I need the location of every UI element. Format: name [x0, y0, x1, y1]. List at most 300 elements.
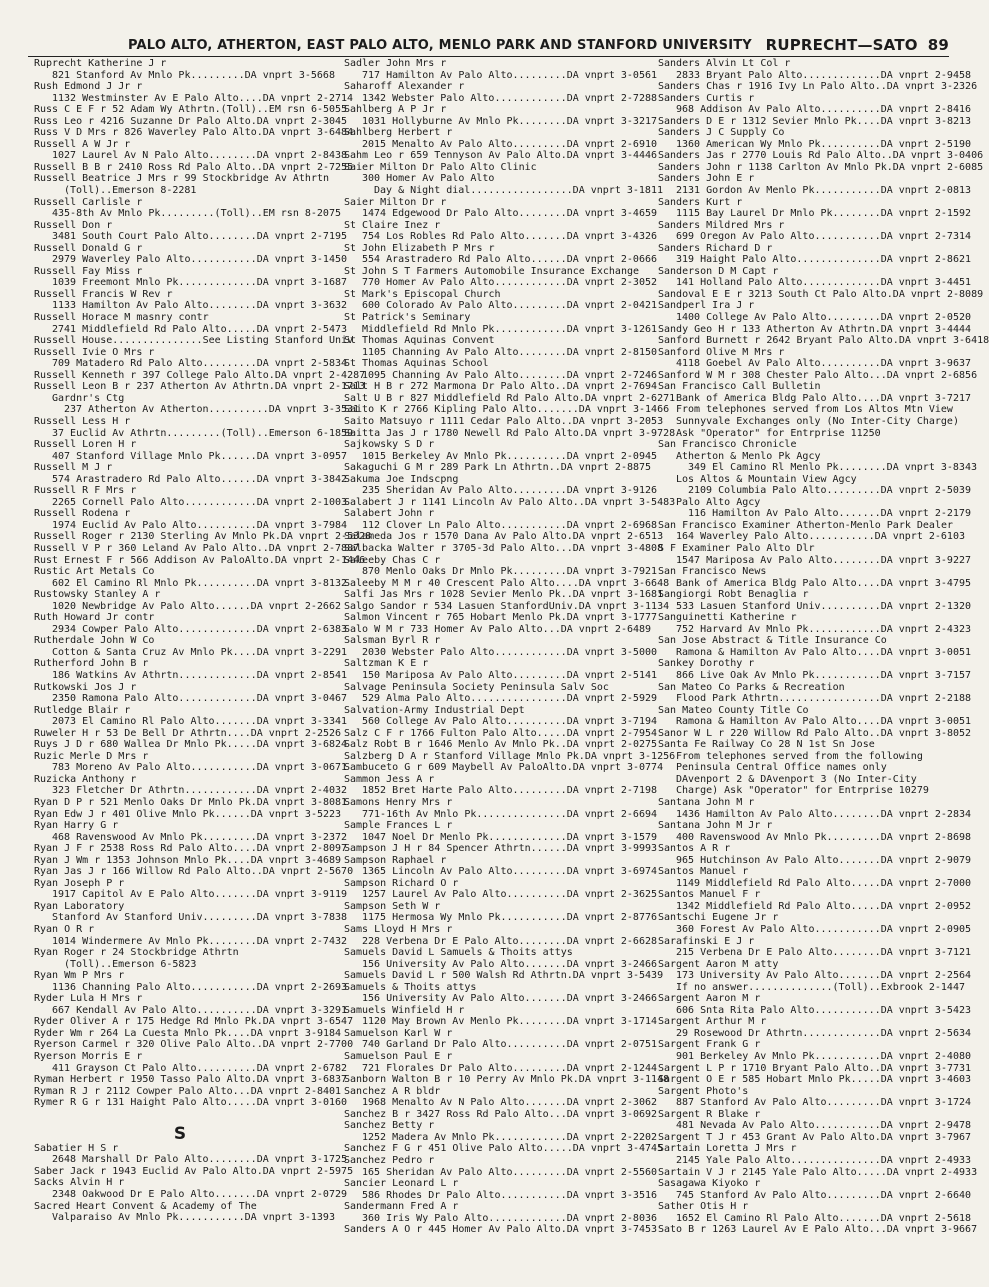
- listing-detail: 215 Verbena Dr E Palo Alto........DA vnprt 3-7121: [676, 947, 972, 959]
- listing-detail: 1132 Westminster Av E Palo Alto....DA vnprt 2-2714: [52, 92, 354, 104]
- listing-entry: Ryder Lula H Mrs r: [34, 993, 143, 1005]
- listing-detail: 1115 Bay Laurel Dr Mnlo Pk........DA vnprt 2-1592: [676, 208, 972, 220]
- listing-detail: Sunnyvale Exchanges only (No Inter-City Charge): [676, 415, 959, 427]
- page-number: 89: [927, 36, 949, 54]
- listing-entry: Salzberg D A r Stanford Village Mnlo Pk.DA vnprt 3-1256: [344, 750, 676, 762]
- column-2: [344, 58, 676, 1236]
- listing-entry: Sample Frances L r: [344, 820, 453, 832]
- listing-detail: 717 Hamilton Av Palo Alto.........DA vnprt 3-0561: [362, 69, 658, 81]
- listing-entry: Russell Horace M masnry contr: [34, 312, 209, 324]
- listing-entry: Russell Roger r 2130 Sterling Av Mnlo Pk.DA vnprt 2-5328: [34, 531, 372, 543]
- listing-entry: Sampson Seth W r: [344, 900, 441, 912]
- listing-detail: 1133 Hamilton Av Palo Alto........DA vnprt 3-3632: [52, 300, 348, 312]
- listing-detail: Peninsula Central Office names only: [676, 762, 887, 774]
- listing-entry: Russell Carlisle r: [34, 196, 143, 208]
- listing-entry: Santa Fe Railway Co 28 N 1st Sn Jose: [658, 739, 875, 751]
- listing-detail: Ramona & Hamilton Av Palo Alto....DA vnprt 3-0051: [676, 646, 972, 658]
- listing-entry: Ryan Harry G r: [34, 820, 119, 832]
- listing-entry: Sanor W L r 220 Willow Rd Palo Alto..DA vnprt 3-8052: [658, 727, 972, 739]
- listing-entry: San Mateo Co Parks & Recreation: [658, 681, 845, 693]
- listing-detail: 112 Clover Ln Palo Alto...........DA vnprt 2-6968: [362, 519, 658, 531]
- listing-entry: St Mark's Episcopal Church: [344, 288, 501, 300]
- listing-entry: Ryder Wm r 264 La Cuesta Mnlo Pk....DA vnprt 3-9184: [34, 1027, 342, 1039]
- listing-entry: Ruth Howard Jr contr: [34, 612, 155, 624]
- listing-detail: Atherton & Menlo Pk Agcy: [676, 450, 821, 462]
- listing-entry: Sammon Jess A r: [344, 773, 435, 785]
- listing-detail: 435-8th Av Mnlo Pk.........(Toll)..EM rsn 8-2075: [52, 208, 341, 220]
- listing-entry: Russell Fay Miss r: [34, 265, 143, 277]
- listing-detail: If no answer..............(Toll)..Exbrook 2-1447: [676, 981, 965, 993]
- listing-entry: Rustic Art Metals Co: [34, 566, 155, 578]
- listing-entry: Sanders John E r: [658, 173, 755, 185]
- listing-detail: 2979 Waverley Palo Alto...........DA vnprt 3-1450: [52, 254, 348, 266]
- listing-detail: 237 Atherton Av Atherton..........DA vnprt 3-3531: [64, 404, 360, 416]
- listing-entry: Sanders John r 1138 Carlton Av Mnlo Pk.DA vnprt 2-6085: [658, 161, 984, 173]
- listing-detail: 2109 Columbia Palo Alto.........DA vnprt 2-5039: [688, 485, 971, 497]
- listing-detail: 1474 Edgewood Dr Palo Alto........DA vnprt 3-4659: [362, 208, 658, 220]
- listing-detail: 235 Sheridan Av Palo Alto.........DA vnprt 3-9126: [362, 485, 658, 497]
- listing-detail: 1547 Mariposa Av Palo Alto........DA vnprt 3-9227: [676, 554, 972, 566]
- listing-entry: Sams Lloyd H Mrs r: [344, 924, 453, 936]
- listing-detail: 1014 Windermere Av Mnlo Pk........DA vnprt 2-7432: [52, 935, 348, 947]
- listing-entry: Russell Don r: [34, 219, 113, 231]
- listing-entry: Saltzman K E r: [344, 658, 429, 670]
- listing-entry: Santschi Eugene Jr r: [658, 912, 779, 924]
- listing-entry: Salfi Jas Mrs r 1028 Sevier Menlo Pk..DA vnprt 3-1681: [344, 589, 664, 601]
- listing-detail: 2350 Ramona Palo Alto.............DA vnprt 3-0467: [52, 693, 348, 705]
- listing-entry: Ryan Joseph P r: [34, 877, 125, 889]
- listing-entry: Saleeby Chas C r: [344, 554, 441, 566]
- listing-detail: 164 Waverley Palo Alto...........DA vnprt 2-6103: [676, 531, 965, 543]
- listing-detail: Gardnr's Ctg: [52, 392, 125, 404]
- listing-detail: 37 Euclid Av Athrtn.........(Toll)..Emerson 6-1859: [52, 427, 354, 439]
- listing-entry: Sargent Frank G r: [658, 1039, 761, 1051]
- listing-detail: Day & Night dial.................DA vnprt 3-1811: [374, 185, 663, 197]
- listing-entry: Salabert John r: [344, 508, 435, 520]
- listing-detail: 533 Lasuen Stanford Univ..........DA vnprt 2-1320: [676, 600, 972, 612]
- listing-entry: Ryerson Morris E r: [34, 1051, 143, 1063]
- listing-detail: 29 Rosewood Dr Athrtn.............DA vnprt 2-5634: [676, 1027, 972, 1039]
- listing-entry: Ruweler H r 53 De Bell Dr Athrtn....DA vnprt 2-2526: [34, 727, 342, 739]
- listing-entry: Sankey Dorothy r: [658, 658, 755, 670]
- listing-entry: Ryerson Carmel r 320 Olive Palo Alto..DA vnprt 2-7700: [34, 1039, 354, 1051]
- listing-entry: Rustowsky Stanley A r: [34, 589, 161, 601]
- header-name-range: RUPRECHT—SATO: [765, 36, 918, 54]
- listing-entry: San Francisco News: [658, 566, 767, 578]
- listing-detail: 411 Grayson Ct Palo Alto..........DA vnprt 2-6782: [52, 1062, 348, 1074]
- listing-entry: Samuels & Thoits attys: [344, 981, 477, 993]
- listing-entry: Sanguinetti Katherine r: [658, 612, 797, 624]
- listing-entry: Ryan Jas J r 166 Willow Rd Palo Alto..DA vnprt 2-5670: [34, 866, 354, 878]
- listing-entry: Sanford Burnett r 2642 Bryant Palo Alto.DA vnprt 3-6418: [658, 335, 989, 347]
- listing-entry: Rutledge Blair r: [34, 704, 131, 716]
- listing-entry: Sato B r 1263 Laurel Av E Palo Alto...DA vnprt 3-9667: [658, 1224, 978, 1236]
- listing-entry: Sandperl Ira J r: [658, 300, 755, 312]
- listing-entry: Saber Jack r 1943 Euclid Av Palo Alto.DA vnprt 2-5975: [34, 1165, 354, 1177]
- listing-entry: Sargent T J r 453 Grant Av Palo Alto.DA vnprt 3-7967: [658, 1131, 972, 1143]
- listing-entry: Russell Kenneth r 397 College Palo Alto.DA vnprt 2-4287: [34, 369, 366, 381]
- listing-entry: Russell M J r: [34, 462, 113, 474]
- listing-detail: 771-16th Av Mnlo Pk...............DA vnprt 2-6694: [362, 808, 658, 820]
- listing-detail: 1365 Lincoln Av Palo Alto.........DA vnprt 3-6974: [362, 866, 658, 878]
- listing-detail: 1342 Middlefield Rd Palo Alto.....DA vnprt 2-0952: [676, 900, 972, 912]
- listing-entry: Sandy Geo H r 133 Atherton Av Athrtn.DA vnprt 3-4444: [658, 323, 972, 335]
- listing-detail: From telephones served from the following: [676, 750, 923, 762]
- listing-entry: Russell B B r 2410 Ross Rd Palo Alto..DA vnprt 2-7255: [34, 161, 354, 173]
- listing-detail: 156 University Av Palo Alto.......DA vnprt 3-2466: [362, 993, 658, 1005]
- listing-detail: 709 Matadero Rd Palo Alto.........DA vnprt 2-5834: [52, 358, 348, 370]
- listing-detail: 400 Ravenswood Av Mnlo Pk.........DA vnprt 2-8698: [676, 831, 972, 843]
- listing-detail: 901 Berkeley Av Mnlo Pk...........DA vnprt 2-4080: [676, 1051, 972, 1063]
- listing-entry: Sanchez B r 3427 Ross Rd Palo Alto...DA vnprt 3-0692: [344, 1108, 658, 1120]
- listing-detail: 1020 Newbridge Av Palo Alto......DA vnprt 2-2662: [52, 600, 341, 612]
- listing-entry: Sanchez Pedro r: [344, 1154, 435, 1166]
- listing-detail: 173 University Av Palo Alto.......DA vnprt 2-2564: [676, 970, 972, 982]
- listing-detail: 1027 Laurel Av N Palo Alto........DA vnprt 2-8438: [52, 150, 348, 162]
- listing-detail: 468 Ravenswood Av Mnlo Pk.........DA vnprt 3-2372: [52, 831, 348, 843]
- listing-detail: Middlefield Rd Mnlo Pk............DA vnprt 3-1261: [362, 323, 658, 335]
- listing-detail: Charge) Ask "Operator" for Entrprise 10279: [676, 785, 929, 797]
- column-1: [34, 58, 372, 1224]
- listing-entry: Samuels David L r 500 Walsh Rd Athrtn.DA vnprt 3-5439: [344, 970, 664, 982]
- listing-entry: Rutherford John B r: [34, 658, 149, 670]
- listing-entry: S F Examiner Palo Alto Dlr: [658, 542, 815, 554]
- listing-detail: 2934 Cowper Palo Alto.............DA vnprt 2-6383: [52, 623, 348, 635]
- listing-entry: Russ C E F r 52 Adam Wy Athrtn.(Toll)..EM rsn 6-5055: [34, 104, 348, 116]
- listing-entry: Russell Donald G r: [34, 242, 143, 254]
- listing-detail: 1360 American Wy Mnlo Pk..........DA vnprt 2-5190: [676, 138, 972, 150]
- listing-entry: Russell Leon B r 237 Atherton Av Athrtn.DA vnprt 2-1713: [34, 381, 366, 393]
- listing-entry: Ryan Laboratory: [34, 900, 125, 912]
- listing-detail: 606 Snta Rita Palo Alto...........DA vnprt 3-5423: [676, 1004, 972, 1016]
- listing-entry: Sartain V J r 2145 Yale Palo Alto.....DA vnprt 2-4933: [658, 1166, 978, 1178]
- listing-detail: 156 University Av Palo Alto.......DA vnprt 3-2466: [362, 958, 658, 970]
- listing-detail: 1252 Madera Av Mnlo Pk............DA vnprt 2-2202: [362, 1131, 658, 1143]
- listing-detail: (Toll)..Emerson 6-5823: [64, 958, 197, 970]
- listing-entry: Samuels David L Samuels & Thoits attys: [344, 947, 573, 959]
- listing-entry: Salvation-Army Industrial Dept: [344, 704, 525, 716]
- listing-entry: Sarafinski E J r: [658, 935, 755, 947]
- listing-entry: Russell V P r 360 Leland Av Palo Alto..DA vnprt 2-7887: [34, 542, 360, 554]
- listing-detail: 1047 Noel Dr Menlo Pk.............DA vnprt 3-1579: [362, 831, 658, 843]
- listing-entry: Sancier Leonard L r: [344, 1178, 459, 1190]
- listing-entry: Sangiorgi Robt Benaglia r: [658, 589, 809, 601]
- listing-detail: 481 Nevada Av Palo Alto...........DA vnprt 2-9478: [676, 1120, 972, 1132]
- listing-entry: Salabert J r 1141 Lincoln Av Palo Alto..DA vnprt 3-5483: [344, 496, 676, 508]
- listing-detail: 2648 Marshall Dr Palo Alto........DA vnprt 3-1725: [52, 1154, 348, 1166]
- listing-entry: Sargent R Blake r: [658, 1108, 761, 1120]
- listing-entry: Sargent O E r 585 Hobart Mnlo Pk.....DA vnprt 3-4603: [658, 1074, 972, 1086]
- listing-detail: 1400 College Av Palo Alto.........DA vnprt 2-0520: [676, 312, 972, 324]
- listing-entry: Russell Less H r: [34, 415, 131, 427]
- listing-entry: Ryan D P r 521 Menlo Oaks Dr Mnlo Pk.DA vnprt 3-8081: [34, 797, 348, 808]
- listing-entry: Sargent Aaron M r: [658, 993, 761, 1005]
- listing-entry: Sanchez A R bldr: [344, 1085, 441, 1097]
- listing-detail: 752 Harvard Av Mnlo Pk............DA vnprt 2-4323: [676, 623, 972, 635]
- listing-detail: 866 Live Oak Av Mnlo Pk...........DA vnprt 3-7157: [676, 669, 972, 681]
- listing-detail: 186 Watkins Av Athrtn.............DA vnprt 2-8541: [52, 669, 348, 681]
- listing-entry: Sanders J C Supply Co: [658, 127, 785, 139]
- listing-entry: Salz Robt B r 1646 Menlo Av Mnlo Pk..DA vnprt 2-0275: [344, 739, 658, 751]
- listing-entry: Sahm Leo r 659 Tennyson Av Palo Alto.DA vnprt 3-4446: [344, 150, 658, 162]
- listing-detail: Bank of America Bldg Palo Alto....DA vnprt 3-4795: [676, 577, 972, 589]
- listing-entry: Saleeby M M r 40 Crescent Palo Alto....DA vnprt 3-6648: [344, 577, 670, 589]
- listing-entry: Rush Edmond J Jr r: [34, 81, 143, 93]
- listing-detail: 360 Forest Av Palo Alto...........DA vnprt 2-0905: [676, 924, 972, 936]
- listing-detail: (Toll)..Emerson 8-2281: [64, 185, 197, 197]
- listing-detail: 116 Hamilton Av Palo Alto.......DA vnprt 2-2179: [688, 508, 971, 520]
- listing-detail: 770 Homer Av Palo Alto............DA vnprt 2-3052: [362, 277, 658, 289]
- listing-entry: Salz C F r 1766 Fulton Palo Alto.....DA vnprt 2-7954: [344, 727, 658, 739]
- listing-entry: St Claire Inez r: [344, 219, 441, 231]
- listing-detail: 554 Arastradero Rd Palo Alto......DA vnprt 2-0666: [362, 254, 658, 266]
- listing-detail: 3481 South Court Palo Alto........DA vnprt 2-7195: [52, 231, 348, 243]
- listing-detail: 721 Florales Dr Palo Alto.........DA vnprt 2-1244: [362, 1062, 658, 1074]
- listing-detail: 965 Hutchinson Av Palo Alto.......DA vnprt 2-9079: [676, 854, 972, 866]
- listing-entry: Sanborn Walton B r 10 Perry Av Mnlo Pk.DA vnprt 3-1148: [344, 1074, 670, 1086]
- listing-detail: 2348 Oakwood Dr E Palo Alto.......DA vnprt 2-0729: [52, 1188, 348, 1200]
- listing-detail: 667 Kendall Av Palo Alto..........DA vnprt 3-3291: [52, 1004, 348, 1016]
- listing-entry: Russell Ivie O Mrs r: [34, 346, 155, 358]
- listing-detail: 1257 Laurel Av Palo Alto..........DA vnprt 2-3625: [362, 889, 658, 901]
- listing-entry: Ryan O R r: [34, 924, 95, 936]
- listing-entry: Sanders Richard D r: [658, 242, 773, 254]
- listing-entry: St John S T Farmers Automobile Insurance Exchange: [344, 265, 640, 277]
- listing-entry: Ruys J D r 680 Wallea Dr Mnlo Pk.....DA vnprt 3-6824: [34, 739, 348, 751]
- listing-detail: 1852 Bret Harte Palo Alto.........DA vnprt 2-7198: [362, 785, 658, 797]
- listing-detail: Cotton & Santa Cruz Av Mnlo Pk....DA vnprt 3-2291: [52, 646, 348, 658]
- listing-entry: Rust Ernest F r 566 Addison Av PaloAlto.DA vnprt 2-1446: [34, 554, 366, 566]
- listing-entry: Salo W M r 733 Homer Av Palo Alto...DA vnprt 2-6489: [344, 623, 652, 635]
- listing-detail: 360 Iris Wy Palo Alto.............DA vnprt 2-8036: [362, 1212, 658, 1224]
- listing-detail: 2073 El Camino Rl Palo Alto.......DA vnprt 3-3341: [52, 716, 348, 728]
- listing-entry: Sanders Kurt r: [658, 196, 743, 208]
- listing-detail: 1031 Hollyburne Av Mnlo Pk........DA vnprt 3-3217: [362, 115, 658, 127]
- listing-detail: 1342 Webster Palo Alto............DA vnprt 2-7288: [362, 92, 658, 104]
- listing-entry: Sacred Heart Convent & Academy of The: [34, 1200, 257, 1212]
- listing-detail: 1968 Menalto Av N Palo Alto.......DA vnprt 2-3062: [362, 1097, 658, 1109]
- listing-detail: 2015 Menalto Av Palo Alto.........DA vnprt 2-6910: [362, 138, 658, 150]
- listing-entry: Saharoff Alexander r: [344, 81, 465, 93]
- listing-entry: Sanders A O r 445 Homer Av Palo Alto.DA vnprt 3-7453: [344, 1224, 658, 1236]
- listing-entry: Saier Milton Dr Palo Alto Clinic: [344, 161, 537, 173]
- listing-detail: 1652 El Camino Rl Palo Alto.......DA vnprt 2-5618: [676, 1212, 972, 1224]
- listing-entry: Ryan J F r 2538 Ross Rd Palo Alto....DA vnprt 2-8097: [34, 843, 348, 855]
- listing-detail: Los Altos & Mountain View Agcy: [676, 473, 857, 485]
- listing-entry: Sather Otis H r: [658, 1201, 749, 1213]
- listing-entry: Salsman Byrl R r: [344, 635, 441, 647]
- listing-entry: St Thomas Aquinas School: [344, 358, 489, 370]
- listing-entry: Sadler John Mrs r: [344, 58, 447, 69]
- listing-entry: Russell Rodena r: [34, 508, 131, 520]
- listing-detail: Palo Alto Agcy: [676, 496, 761, 508]
- listing-entry: Sargent Arthur M r: [658, 1016, 767, 1028]
- listing-entry: Sanford Olive M Mrs r: [658, 346, 785, 358]
- listing-entry: Sanders Mildred Mrs r: [658, 219, 785, 231]
- listing-detail: 323 Fletcher Dr Athrtn............DA vnprt 2-4032: [52, 785, 348, 797]
- listing-entry: Salameda Jos r 1570 Dana Av Palo Alto.DA vnprt 2-6513: [344, 531, 664, 543]
- listing-entry: Sanchez Betty r: [344, 1120, 435, 1132]
- listing-entry: Sakaguchi G M r 289 Park Ln Athrtn..DA vnprt 2-8875: [344, 462, 652, 474]
- listing-entry: Sanderson D M Capt r: [658, 265, 779, 277]
- listing-entry: Salmon Vincent r 765 Hobart Menlo Pk.DA vnprt 3-1777: [344, 612, 658, 624]
- listing-entry: Sakuma Joe Indscpng: [344, 473, 459, 485]
- listing-entry: Russell Francis W Rev r: [34, 288, 173, 300]
- section-letter-heading: S: [173, 1123, 187, 1144]
- listing-detail: 1120 May Brown Av Menlo Pk........DA vnprt 3-1714: [362, 1016, 658, 1028]
- listing-entry: Sampson Richard O r: [344, 877, 459, 889]
- listing-entry: Salt U B r 827 Middlefield Rd Palo Alto.DA vnprt 2-6271: [344, 392, 676, 404]
- listing-entry: Sahlberg A P Jr r: [344, 104, 447, 116]
- listing-entry: Salgo Sandor r 534 Lasuen StanfordUniv.DA vnprt 3-1134: [344, 600, 670, 612]
- listing-detail: 821 Stanford Av Mnlo Pk.........DA vnprt 3-5668: [52, 69, 335, 81]
- listing-entry: Samuelson Paul E r: [344, 1051, 453, 1063]
- listing-entry: Santana John M Jr r: [658, 820, 773, 832]
- listing-detail: 1015 Berkeley Av Mnlo Pk..........DA vnprt 2-0945: [362, 450, 658, 462]
- listing-entry: Sargent Aaron M atty: [658, 958, 779, 970]
- listing-detail: 165 Sheridan Av Palo Alto.........DA vnprt 2-5560: [362, 1166, 658, 1178]
- listing-entry: Ruprecht Katherine J r: [34, 58, 167, 69]
- listing-entry: Santana John M r: [658, 797, 755, 808]
- listing-entry: Ryman Herbert r 1950 Tasso Palo Alto.DA vnprt 3-6837: [34, 1074, 348, 1086]
- listing-entry: Salbacka Walter r 3705-3d Palo Alto...DA vnprt 3-4808: [344, 542, 664, 554]
- listing-detail: 745 Stanford Av Palo Alto.........DA vnprt 2-6640: [676, 1189, 972, 1201]
- listing-entry: St Patrick's Seminary: [344, 312, 471, 324]
- listing-detail: 319 Haight Palo Alto..............DA vnprt 2-8621: [676, 254, 972, 266]
- listing-entry: Saitta Jas J r 1780 Newell Rd Palo Alto.DA vnprt 3-9728: [344, 427, 676, 439]
- listing-entry: Sacks Alvin H r: [34, 1177, 125, 1189]
- listing-entry: Samuels Winfield H r: [344, 1004, 465, 1016]
- listing-detail: Flood Park Athrtn.................DA vnprt 2-2188: [676, 693, 972, 705]
- listing-detail: 600 Colorado Av Palo Alto.........DA vnprt 2-0421: [362, 300, 658, 312]
- listing-entry: Sambuceto G r 609 Maybell Av PaloAlto.DA vnprt 3-0774: [344, 762, 664, 774]
- listing-entry: Russell House...............See Listing Stanford Univ: [34, 335, 354, 347]
- listing-detail: 1105 Channing Av Palo Alto........DA vnprt 2-8150: [362, 346, 658, 358]
- listing-detail: 870 Menlo Oaks Dr Mnlo Pk.........DA vnprt 3-7921: [362, 566, 658, 578]
- listing-detail: 887 Stanford Av Palo Alto.........DA vnprt 3-1724: [676, 1097, 972, 1109]
- listing-detail: 407 Stanford Village Mnlo Pk......DA vnprt 3-0957: [52, 450, 348, 462]
- listing-detail: 141 Holland Palo Alto.............DA vnprt 3-4451: [676, 277, 972, 289]
- listing-entry: Russell R F Mrs r: [34, 485, 137, 497]
- header-title: PALO ALTO, ATHERTON, EAST PALO ALTO, MENLO PARK AND STANFORD UNIVERSITY: [128, 38, 752, 53]
- listing-entry: Russell A W Jr r: [34, 138, 131, 150]
- listing-entry: Ryan Roger r 24 Stockbridge Athrtn: [34, 947, 239, 959]
- listing-entry: St Thomas Aquinas Convent: [344, 335, 495, 347]
- listing-detail: 300 Homer Av Palo Alto: [362, 173, 495, 185]
- listing-entry: Sahlberg Herbert r: [344, 127, 453, 139]
- listing-detail: 349 El Camino Rl Menlo Pk........DA vnprt 3-8343: [688, 462, 977, 474]
- listing-detail: Bank of America Bldg Palo Alto....DA vnprt 3-7217: [676, 392, 972, 404]
- listing-detail: 2741 Middlefield Rd Palo Alto.....DA vnprt 2-5473: [52, 323, 348, 335]
- listing-entry: Saito K r 2766 Kipling Palo Alto.......DA vnprt 3-1466: [344, 404, 670, 416]
- listing-entry: Russell Loren H r: [34, 439, 137, 451]
- listing-detail: 150 Mariposa Av Palo Alto.........DA vnprt 2-5141: [362, 669, 658, 681]
- listing-detail: 754 Los Robles Rd Palo Alto.......DA vnprt 3-4326: [362, 231, 658, 243]
- listing-entry: Saito Matsuyo r 1111 Cedar Palo Alto..DA vnprt 3-2053: [344, 415, 664, 427]
- listing-entry: Sartain Loretta J Mrs r: [658, 1143, 797, 1155]
- listing-detail: Ramona & Hamilton Av Palo Alto....DA vnprt 3-0051: [676, 716, 972, 728]
- listing-detail: From telephones served from Los Altos Mtn View: [676, 404, 953, 416]
- listing-entry: Rutkowski Jos J r: [34, 681, 137, 693]
- listing-detail: 968 Addison Av Palo Alto..........DA vnprt 2-8416: [676, 104, 972, 116]
- listing-detail: 2145 Yale Palo Alto...............DA vnprt 2-4933: [676, 1154, 972, 1166]
- listing-detail: 529 Alma Palo Alto................DA vnprt 2-5929: [362, 693, 658, 705]
- listing-detail: Stanford Av Stanford Univ.........DA vnprt 3-7838: [52, 912, 348, 924]
- listing-entry: San Francisco Call Bulletin: [658, 381, 821, 393]
- listing-entry: Sanders Alvin Lt Col r: [658, 58, 791, 69]
- header-range: [766, 36, 949, 54]
- listing-entry: Ruzicka Anthony r: [34, 773, 137, 785]
- page-header: [28, 34, 949, 57]
- listing-detail: 1095 Channing Av Palo Alto........DA vnprt 2-7246: [362, 369, 658, 381]
- listing-entry: Santos Manuel F r: [658, 889, 761, 901]
- listing-entry: Ryman R J r 2112 Cowper Palo Alto...DA vnprt 2-8401: [34, 1085, 342, 1097]
- listing-detail: 2265 Cornell Palo Alto............DA vnprt 2-1003: [52, 496, 348, 508]
- listing-detail: 228 Verbena Dr E Palo Alto........DA vnprt 2-6628: [362, 935, 658, 947]
- listing-entry: Santos A R r: [658, 843, 731, 855]
- listing-detail: 1175 Hermosa Wy Mnlo Pk...........DA vnprt 2-8776: [362, 912, 658, 924]
- listing-entry: Santos Manuel r: [658, 866, 749, 878]
- listing-entry: Sanford W M r 308 Chester Palo Alto...DA vnprt 2-6856: [658, 369, 978, 381]
- listing-detail: 1917 Capitol Av E Palo Alto.......DA vnprt 3-9119: [52, 889, 348, 901]
- listing-entry: Sanders Curtis r: [658, 92, 755, 104]
- listing-detail: 602 El Camino Rl Mnlo Pk..........DA vnprt 3-8132: [52, 577, 348, 589]
- listing-detail: 586 Rhodes Dr Palo Alto...........DA vnprt 3-3516: [362, 1189, 658, 1201]
- listing-entry: Rutherdale John W Co: [34, 635, 155, 647]
- listing-entry: Russ Leo r 4216 Suzanne Dr Palo Alto.DA vnprt 2-3045: [34, 115, 348, 127]
- listing-entry: San Jose Abstract & Title Insurance Co: [658, 635, 887, 647]
- listing-entry: Russ V D Mrs r 826 Waverley Palo Alto.DA vnprt 3-6484: [34, 127, 354, 139]
- listing-detail: Ask "Operator" for Entrprise 11250: [676, 427, 881, 439]
- listing-entry: Samons Henry Mrs r: [344, 797, 453, 808]
- listing-entry: San Mateo County Title Co: [658, 704, 809, 716]
- listing-entry: Sampson Raphael r: [344, 854, 447, 866]
- listing-entry: Sanders D E r 1312 Sevier Mnlo Pk....DA vnprt 3-8213: [658, 115, 972, 127]
- listing-detail: 560 College Av Palo Alto..........DA vnprt 3-7194: [362, 716, 658, 728]
- listing-detail: 4118 Goebel Av Palo Alto..........DA vnprt 3-9637: [676, 358, 972, 370]
- listing-detail: 699 Oregon Av Palo Alto...........DA vnprt 2-7314: [676, 231, 972, 243]
- listing-entry: Sandermann Fred A r: [344, 1201, 459, 1213]
- listing-entry: Ryan Wm P Mrs r: [34, 970, 125, 982]
- listing-entry: Saier Milton Dr r: [344, 196, 447, 208]
- listing-entry: St John Elizabeth P Mrs r: [344, 242, 495, 254]
- listing-detail: Valparaiso Av Mnlo Pk...........DA vnprt 3-1393: [52, 1212, 335, 1224]
- listing-entry: Sasagawa Kiyoko r: [658, 1178, 761, 1190]
- listing-entry: Salt H B r 272 Marmona Dr Palo Alto..DA vnprt 2-7694: [344, 381, 658, 393]
- listing-entry: Sanders Jas r 2770 Louis Rd Palo Alto..DA vnprt 3-0406: [658, 150, 984, 162]
- listing-detail: 740 Garland Dr Palo Alto..........DA vnprt 2-0751: [362, 1039, 658, 1051]
- listing-entry: Ryan Edw J r 401 Olive Mnlo Pk......DA vnprt 3-5223: [34, 808, 342, 820]
- listing-detail: 1039 Freemont Mnlo Pk.............DA vnprt 3-1687: [52, 277, 348, 289]
- listing-entry: Sanders Chas r 1916 Ivy Ln Palo Alto..DA vnprt 3-2326: [658, 81, 978, 93]
- listing-entry: Sajkowsky S D r: [344, 439, 435, 451]
- listing-entry: Salvage Peninsula Society Peninsula Salv Soc: [344, 681, 609, 693]
- listing-entry: Ryan J Wm r 1353 Johnson Mnlo Pk....DA vnprt 3-4689: [34, 854, 342, 866]
- listing-entry: Ruzic Merle D Mrs r: [34, 750, 149, 762]
- listing-detail: 783 Moreno Av Palo Alto...........DA vnprt 3-0671: [52, 762, 348, 774]
- listing-detail: 1149 Middlefield Rd Palo Alto.....DA vnprt 2-7000: [676, 877, 972, 889]
- listing-entry: Sargent L P r 1710 Bryant Palo Alto..DA vnprt 3-7731: [658, 1062, 972, 1074]
- listing-detail: 1974 Euclid Av Palo Alto..........DA vnprt 3-7984: [52, 519, 348, 531]
- listing-detail: 2833 Bryant Palo Alto.............DA vnprt 2-9458: [676, 69, 972, 81]
- listing-entry: Sabatier H S r: [34, 1142, 119, 1154]
- listing-detail: 1436 Hamilton Av Palo Alto........DA vnprt 2-2834: [676, 808, 972, 820]
- listing-entry: Samuelson Karl W r: [344, 1027, 453, 1039]
- listing-entry: Sandoval E E r 3213 South Ct Palo Alto.DA vnprt 2-8089: [658, 288, 984, 300]
- column-3: [658, 58, 989, 1236]
- listing-entry: San Francisco Chronicle: [658, 439, 797, 451]
- listing-entry: Sanchez F G r 451 Olive Palo Alto.....DA vnprt 3-4745: [344, 1143, 664, 1155]
